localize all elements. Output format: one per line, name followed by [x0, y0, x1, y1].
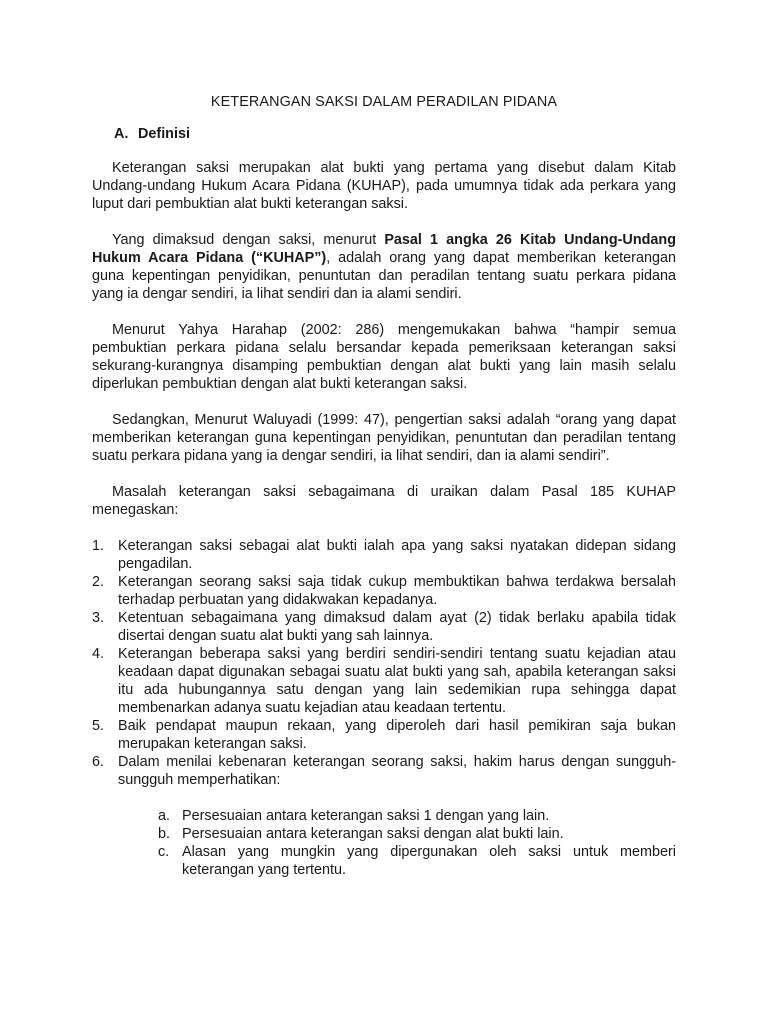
list-item	[92, 753, 676, 879]
numbered-list	[92, 537, 676, 879]
sublist-item-text: Alasan yang mungkin yang dipergunakan oleh saksi untuk memberi keterangan yang tertentu.	[182, 844, 676, 878]
list-item	[92, 717, 676, 753]
paragraph-2	[92, 231, 676, 303]
list-item	[92, 645, 676, 717]
section-heading	[92, 125, 676, 143]
list-item-text: Keterangan seorang saksi saja tidak cukup membuktikan bahwa terdakwa bersalah terhadap perbuatan yang didakwakan kepadanya.	[118, 574, 676, 608]
sublist-item	[158, 825, 676, 843]
paragraph-2-end: , adalah orang yang dapat memberikan keterangan guna kepentingan penyidikan, penuntutan dan peradilan tentang suatu perkara pidana yang ia dengar sendiri, ia lihat sendiri dan ia alami sendiri.	[92, 250, 676, 302]
list-item-text: Dalam menilai kebenaran keterangan seorang saksi, hakim harus dengan sungguh-sungguh memperhatikan:	[118, 754, 676, 788]
section-number: A.	[114, 126, 129, 142]
sublist-item	[158, 807, 676, 825]
paragraph-2-start: Yang dimaksud dengan saksi, menurut	[112, 232, 385, 248]
list-item-text: Ketentuan sebagaimana yang dimaksud dalam ayat (2) tidak berlaku apabila tidak disertai dengan suatu alat bukti yang sah lainnya.	[118, 610, 676, 644]
sublist-item-text: Persesuaian antara keterangan saksi dengan alat bukti lain.	[182, 826, 564, 842]
section-title: Definisi	[138, 126, 190, 142]
list-item-number: 1.	[92, 538, 105, 554]
sublist-item-letter: b.	[158, 826, 171, 842]
list-item-number: 2.	[92, 574, 105, 590]
document-title: KETERANGAN SAKSI DALAM PERADILAN PIDANA	[210, 94, 558, 110]
paragraph-5: Masalah keterangan saksi sebagaimana di uraikan dalam Pasal 185 KUHAP menegaskan:	[92, 484, 676, 518]
sublist-item-letter: c.	[158, 844, 170, 860]
list-item	[92, 537, 676, 573]
paragraph-2-bold: Pasal 1 angka 26 Kitab Undang-Undang Hukum Acara Pidana (“KUHAP”)	[92, 232, 676, 266]
list-item-text: Keterangan saksi sebagai alat bukti ialah apa yang saksi nyatakan didepan sidang pengadilan.	[118, 538, 676, 572]
list-item-number: 4.	[92, 646, 105, 662]
list-item	[92, 609, 676, 645]
sublist-item	[158, 843, 676, 879]
list-item-number: 3.	[92, 610, 105, 626]
paragraph-1: Keterangan saksi merupakan alat bukti yang pertama yang disebut dalam Kitab Undang-undang Hukum Acara Pidana (KUHAP), pada umumnya tidak ada perkara yang luput dari pembuktian alat bukti keterangan saksi.	[92, 160, 676, 212]
sublist-item-text: Persesuaian antara keterangan saksi 1 dengan yang lain.	[182, 808, 550, 824]
list-item-text: Baik pendapat maupun rekaan, yang diperoleh dari hasil pemikiran saja bukan merupakan keterangan saksi.	[118, 718, 676, 752]
sublist-item-letter: a.	[158, 808, 171, 824]
paragraph-4: Sedangkan, Menurut Waluyadi (1999: 47), pengertian saksi adalah “orang yang dapat memberikan keterangan guna kepentingan penyidikan, penuntutan dan peradilan tentang suatu perkara pidana yang ia dengar sendiri, ia lihat sendiri, dan ia alami sendiri”.	[92, 412, 676, 464]
list-item-number: 5.	[92, 718, 105, 734]
list-item-text: Keterangan beberapa saksi yang berdiri sendiri-sendiri tentang suatu kejadian atau keadaan dapat digunakan sebagai suatu alat bukti yang sah, apabila keterangan saksi itu ada hubungannya satu dengan yang lain sedemikian rupa sehingga dapat membenarkan adanya suatu kejadian atau keadaan tertentu.	[118, 646, 676, 716]
list-item	[92, 573, 676, 609]
lettered-sublist	[118, 807, 676, 879]
paragraph-3: Menurut Yahya Harahap (2002: 286) mengemukakan bahwa “hampir semua pembuktian perkara pidana selalu bersandar kepada pemeriksaan keterangan saksi sekurang-kurangnya disamping pembuktian dengan alat bukti yang lain masih selalu diperlukan pembuktian dengan alat bukti keterangan saksi.	[92, 322, 676, 392]
list-item-number: 6.	[92, 754, 105, 770]
